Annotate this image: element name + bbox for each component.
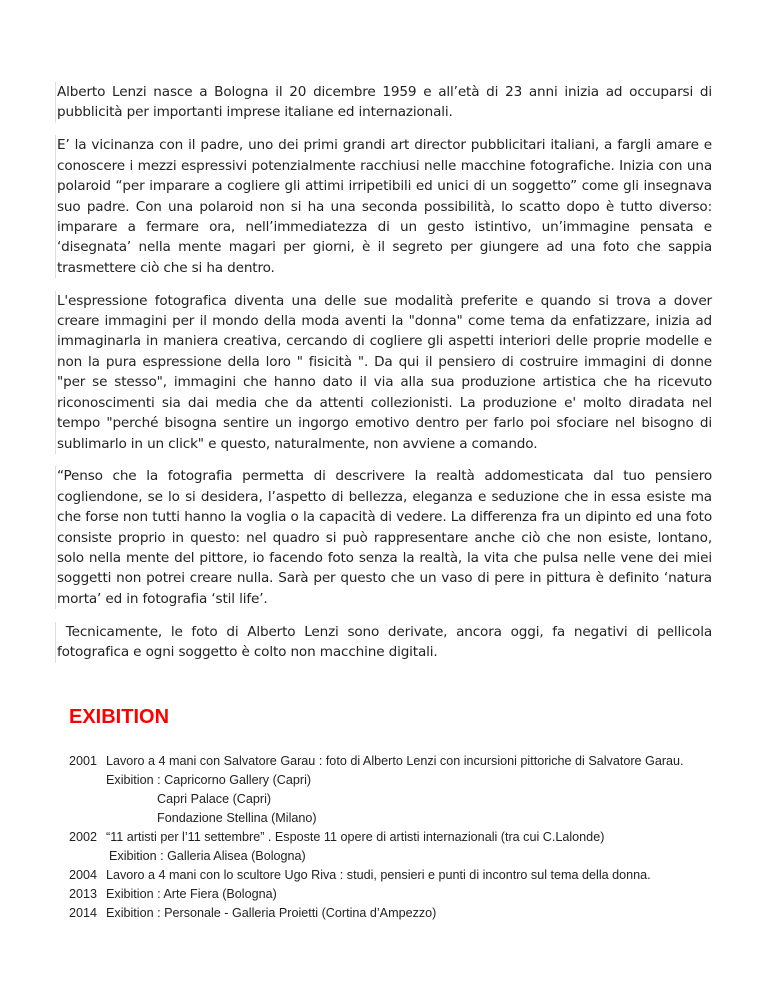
entry-line: Lavoro a 4 mani con Salvatore Garau : foto di Alberto Lenzi con incursioni pittoriche di Salvatore Garau.: [106, 754, 684, 768]
entry-line: Capri Palace (Capri): [157, 792, 272, 806]
entry-year: 2004: [69, 868, 98, 882]
entry-line: Lavoro a 4 mani con lo scultore Ugo Riva : studi, pensieri e punti di incontro sul tema della donna.: [106, 868, 651, 882]
exhibition-entry: [69, 828, 709, 866]
entry-line: Exibition : Capricorno Gallery (Capri): [106, 773, 312, 787]
exhibition-entry: [69, 866, 709, 885]
bio-paragraph: L'espressione fotografica diventa una delle sue modalità preferite e quando si trova a dover creare immagini per il mondo della moda aventi la "donna" come tema da enfatizzare, inizia ad immaginarla in maniera creativa, cercando di cogliere gli aspetti interiori delle proprie modelle e non la pura espressione della loro " fisicità ". Da qui il pensiero di costruire immagini di donne "per se stesso", immagini che hanno dato il via alla sua produzione artistica che ha ricevuto riconoscimenti sia dai media che da attenti collezionisti. La produzione e' molto diradata nel tempo "perché bisogna sentire un ingorgo emotivo dentro per farlo poi sfociare nel bisogno di sublimarlo in un click" e questo, naturalmente, non avviene a comando.: [55, 291, 712, 454]
exhibition-entry: [69, 885, 709, 904]
exhibition-heading: EXIBITION: [69, 706, 170, 728]
entry-line: Fondazione Stellina (Milano): [157, 811, 317, 825]
bio-paragraph: E’ la vicinanza con il padre, uno dei primi grandi art director pubblicitari italiani, a fargli amare e conoscere i mezzi espressivi potenzialmente racchiusi nelle macchine fotografiche. Inizia con una polaroid “per imparare a cogliere gli attimi irripetibili ed unici di un soggetto” come gli insegnava suo padre. Con una polaroid non si ha una seconda possibilità, lo scatto dopo è tutto diverso: imparare a fermare ora, nell’immediatezza di un gesto istintivo, un’immagine pensata e ‘disegnata’ nella mente magari per giorni, è il segreto per giungere ad una foto che sappia trasmettere ciò che si ha dentro.: [55, 135, 712, 278]
exhibition-entry: [69, 904, 709, 923]
entry-line: Exibition : Galleria Alisea (Bologna): [109, 849, 306, 863]
entry-line: “11 artisti per l’11 settembre” . Esposte 11 opere di artisti internazionali (tra cui C.Lalonde): [106, 830, 605, 844]
biography: [55, 82, 717, 675]
entry-year: 2014: [69, 906, 98, 920]
exhibition-entry: [69, 752, 709, 828]
bio-paragraph: Tecnicamente, le foto di Alberto Lenzi sono derivate, ancora oggi, fa negativi di pellicola fotografica e ogni soggetto è colto non macchine digitali.: [55, 622, 712, 663]
entry-line: Exibition : Personale - Galleria Proietti (Cortina d’Ampezzo): [106, 906, 437, 920]
exhibition-list: [69, 752, 709, 923]
bio-paragraph: “Penso che la fotografia permetta di descrivere la realtà addomesticata dal tuo pensiero cogliendone, se lo si desidera, l’aspetto di bellezza, eleganza e seduzione che in essa esiste ma che forse non tutti hanno la voglia o la capacità di vedere. La differenza fra un dipinto ed una foto consiste proprio in questo: nel quadro si può rappresentare anche ciò che non esiste, lontano, solo nella mente del pittore, io facendo foto senza la realtà, la vita che pulsa nelle vene dei miei soggetti non potrei creare nulla. Sarà per questo che un vaso di pere in pittura è definito ‘natura morta’ ed in fotografia ‘stil life’.: [55, 466, 712, 609]
entry-line: Exibition : Arte Fiera (Bologna): [106, 887, 277, 901]
entry-year: 2002: [69, 830, 98, 844]
bio-paragraph: Alberto Lenzi nasce a Bologna il 20 dicembre 1959 e all’età di 23 anni inizia ad occuparsi di pubblicità per importanti imprese italiane ed internazionali.: [55, 82, 712, 123]
entry-year: 2013: [69, 887, 98, 901]
entry-year: 2001: [69, 754, 98, 768]
